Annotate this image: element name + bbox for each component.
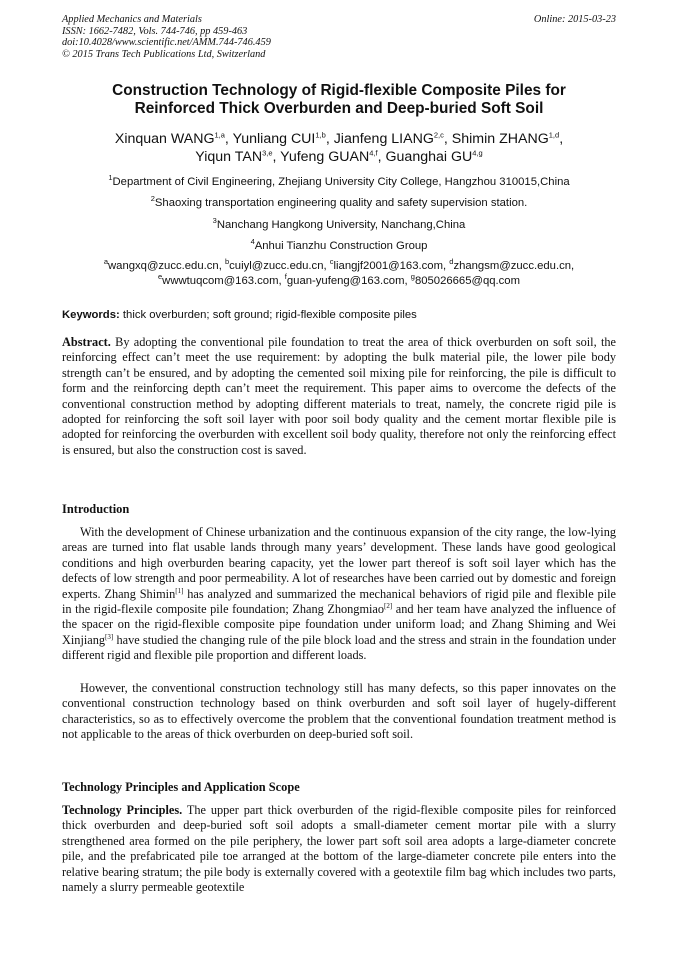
- email-link[interactable]: $^c$liangjf2001@163.com,: [329, 257, 450, 272]
- author: Xinquan WANG$^{1,a}$,: [114, 130, 233, 147]
- paper-title: [62, 82, 616, 118]
- journal-doi[interactable]: doi:10.4028/www.scientific.net/AMM.744-746.459: [62, 37, 271, 49]
- technology-label: Technology Principles.: [62, 803, 183, 817]
- paper-title-line-2: Reinforced Thick Overburden and Deep-buried Soft Soil: [134, 100, 544, 117]
- email-link[interactable]: $^f$guan-yufeng@163.com,: [284, 271, 411, 287]
- online-date: Online: 2015-03-23: [533, 14, 616, 25]
- author: Yufeng GUAN$^{4,f}$,: [280, 148, 386, 165]
- email-link[interactable]: $^d$zhangsm@zucc.edu.cn,: [449, 257, 575, 272]
- author: Yunliang CUI$^{1,b}$,: [232, 130, 334, 147]
- introduction-heading: Introduction: [62, 502, 130, 516]
- email-link[interactable]: $^b$cuiyl@zucc.edu.cn,: [224, 257, 330, 272]
- citation-2[interactable]: [2]: [384, 601, 393, 610]
- introduction-paragraph-1: With the development of Chinese urbanization and the continuous expansion of the city range, the low-lying areas are turned into flat usable lands through many years’ development. These lands have good geological conditions and high overburden bearing capacity, yet the lower part thereof is soft soil layer which has the defects of low strength and poor permeability. A lot of researches have been carried out by domestic and foreign experts. Zhang Shimin[1] has analyzed and summarized the mechanical behaviors of rigid pile and flexible pile in the rigid-flexile composite pile foundation; Zhang Zhongmiao[2] and her team have analyzed the influence of the spacer on the rigid-flexible composite pipe foundation under uniform load; and Zhang Shiming and Wei Xinjiang[3] have studied the changing rule of the pile block load and the stress and strain in the foundation under different rigid and flexible pile proportion and different loads.: [62, 525, 616, 663]
- email-link[interactable]: $^e$wwwtuqcom@163.com,: [158, 271, 285, 287]
- citation-1[interactable]: [1]: [175, 586, 184, 595]
- author: Yiqun TAN$^{3,e}$,: [195, 148, 281, 165]
- affiliation-4: $^4$Anhui Tianzhu Construction Group: [250, 237, 428, 252]
- technology-paragraph: [62, 803, 616, 895]
- affiliation-3: $^3$Nanchang Hangkong University, Nanchang,China: [212, 216, 466, 231]
- affiliation-1: $^1$Department of Civil Engineering, Zhejiang University City College, Hangzhou 310015,China: [108, 173, 570, 188]
- citation-3[interactable]: [3]: [105, 632, 114, 641]
- journal-name: Applied Mechanics and Materials: [62, 14, 202, 25]
- keywords-label: Keywords:: [62, 309, 120, 321]
- author-list: [62, 130, 616, 166]
- email-link[interactable]: $^a$wangxq@zucc.edu.cn,: [103, 257, 225, 272]
- author: Guanghai GU$^{4,g}$: [385, 148, 483, 165]
- journal-copyright: © 2015 Trans Tech Publications Ltd, Switzerland: [62, 48, 266, 60]
- technology-heading: Technology Principles and Application Scope: [62, 780, 300, 794]
- abstract-label: Abstract.: [62, 335, 111, 349]
- abstract: [62, 335, 616, 458]
- paper-title-line-1: Construction Technology of Rigid-flexible Composite Piles for: [112, 82, 566, 99]
- email-list: [62, 259, 616, 288]
- journal-header: [62, 14, 616, 60]
- keywords: [62, 308, 616, 322]
- author: Shimin ZHANG$^{1,d}$,: [451, 130, 564, 147]
- technology-text: The upper part thick overburden of the rigid-flexible composite piles for reinforced thick overburden and deep-buried soft soil adopts a small-diameter cement mortar pile with a slurry strengthened area formed on the pile periphery, the lower part soft soil area adopts a large-diameter concrete pile, and the prefabricated pile toe arranged at the bottom of the large-diameter concrete pile enters into the relative bearing stratum; the pile body is externally covered with a geotextile film bag which includes two parts, namely a slurry permeable geotextile: [62, 803, 616, 895]
- introduction-paragraph-2: However, the conventional construction technology still has many defects, so this paper innovates on the conventional construction technology based on think overburden and soft soil layer of hugely-different characteristics, so as to effectively overcome the problem that the conventional foundation treatment method is not applicable to the areas of thick overburden on deep-buried soft soil.: [62, 681, 616, 742]
- email-link[interactable]: $^g$805026665@qq.com: [410, 271, 520, 287]
- affiliation-2: $^2$Shaoxing transportation engineering quality and safety supervision station.: [150, 194, 528, 209]
- author: Jianfeng LIANG$^{2,c}$,: [333, 130, 452, 147]
- keywords-text: thick overburden; soft ground; rigid-flexible composite piles: [119, 309, 417, 321]
- journal-issn: ISSN: 1662-7482, Vols. 744-746, pp 459-463: [62, 25, 248, 37]
- abstract-text: By adopting the conventional pile foundation to treat the area of thick overburden on soft soil, the reinforcing effect can’t meet the use requirement: by adopting the bulk material pile, the lower pile body strength can’t be ensured, and by adopting the cemented soil mixing pile for reinforcing, the pile is difficult to form and the reinforcing depth can’t meet the requirement. This paper aims to overcome the defects of the conventional construction method by adopting different materials to treat, namely, the concrete rigid pile is adopted for reinforcing the soft soil layer with poor soil body quality and the cement mortar flexible pile is adopted for reinforcing the overburden with excellent soil body quality, therefore not only the reinforcing effect is ensured, but also the construction cost is saved.: [62, 335, 616, 457]
